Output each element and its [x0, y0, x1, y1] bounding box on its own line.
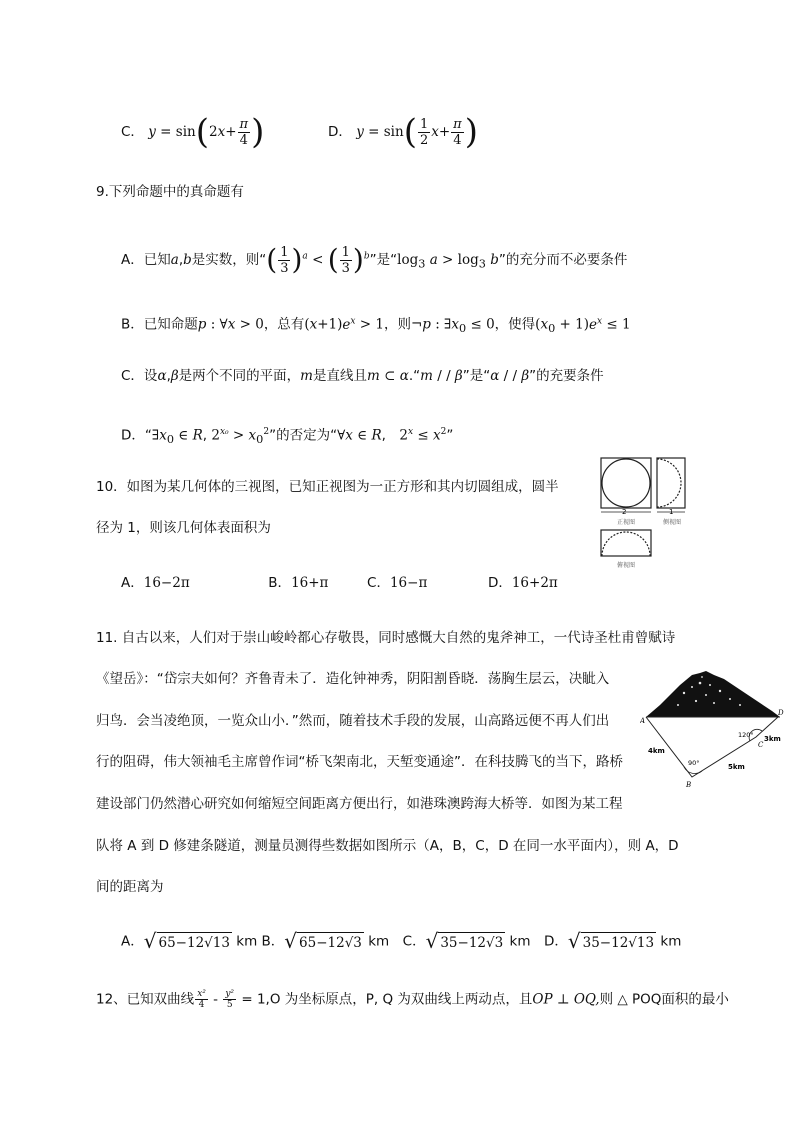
q11-line4: 行的阻碍，伟大领袖毛主席曾作词“桥飞架南北，天堑变通途”．在科技腾飞的当下，路桥: [96, 754, 623, 770]
q11-line7: 间的距离为: [96, 879, 164, 895]
q9-stem: 9.下列命题中的真命题有: [96, 184, 244, 200]
q10-option-a: A．16−2π: [121, 575, 190, 591]
side-view-arc: [657, 459, 681, 507]
q10-option-b: B．16+π: [268, 575, 329, 591]
mountain-tunnel-figure: [640, 665, 785, 795]
point-b-label: B: [686, 781, 692, 789]
q12-line: 12、已知双曲线 $\frac{\text{x²}}{4}$ - $\frac{\text{y²}}{5}$ = 1,O 为坐标原点，P, Q 为双曲线上两动点，且OP ⊥ OQ,则 △ POQ面积的最小: [96, 989, 729, 1010]
point-d-label: D: [778, 709, 784, 717]
angle-c-label: 120°: [738, 731, 754, 739]
point-c-label: C: [758, 741, 764, 749]
dim-1-label: 1: [669, 508, 674, 516]
point-a-label: A: [640, 717, 646, 725]
top-view-rect: [601, 530, 651, 556]
q8-option-c: C． y = sin(2x+ $\frac{\pi}{4}$ ): [121, 112, 265, 152]
q11-options: A． √ 65−12√13 km B． √ 65−12√3 km C． √ 35−12√3 km D． √ 35−12√13 km: [121, 929, 682, 953]
top-view-arc: [602, 532, 650, 556]
mountain-silhouette: [646, 671, 780, 717]
front-view-square: [601, 458, 651, 508]
q10-line1: 10．如图为某几何体的三视图，已知正视图为一正方形和其内切圆组成，圆半: [96, 479, 559, 495]
side-view-label: 侧视图: [663, 519, 682, 526]
dim-2-label: 2: [622, 508, 627, 516]
q11-line1: 11. 自古以来，人们对于崇山峻岭都心存敬畏，同时感慨大自然的鬼斧神工，一代诗圣杜甫曾赋诗: [96, 630, 676, 646]
q11-line2: 《望岳》：“岱宗夫如何？齐鲁青未了．造化钟神秀，阴阳割昏晓．荡胸生层云，决眦入: [96, 671, 610, 687]
top-view-label: 俯视图: [617, 562, 636, 569]
three-view-figure: [595, 452, 700, 570]
side-view-rect: [657, 458, 685, 508]
q10-options: [121, 573, 558, 593]
cd-length-label: 3km: [764, 735, 781, 743]
q9-option-c: C．设α,β是两个不同的平面，m是直线且m ⊂ α.“m / / β”是“α / / β”的充要条件: [121, 368, 604, 384]
q11-line5: 建设部门仍然潜心研究如何缩短空间距离方便出行，如港珠澳跨海大桥等．如图为某工程: [96, 796, 623, 812]
front-view-circle: [602, 459, 650, 507]
angle-b-label: 90°: [688, 759, 700, 767]
bc-length-label: 5km: [728, 763, 745, 771]
q8-option-d: D． y = sin( $\frac{1}{2}$ x+ $\frac{\pi}{4}$ ): [328, 112, 478, 152]
q11-line3: 归鸟．会当凌绝顶，一览众山小．”然而，随着技术手段的发展，山高路远便不再人们出: [96, 713, 610, 729]
q9-option-d: D．“$\exists x_0$ ∈ R, $2^{x_0} > x_0^2$”的否定为“∀x ∈ R, $2^x \le x^2$”: [121, 427, 454, 447]
front-view-label: 正视图: [617, 519, 636, 526]
q11-line6: 队将 A 到 D 修建条隧道，测量员测得些数据如图所示（A，B，C，D 在同一水平面内），则 A，D: [96, 838, 679, 854]
q10-option-d: D．16+2π: [487, 575, 558, 591]
q10-line2: 径为 1，则该几何体表面积为: [96, 520, 271, 536]
ab-length-label: 4km: [648, 747, 665, 755]
q10-option-c: C．16−π: [367, 575, 428, 591]
q9-option-a: A．已知a,b是实数，则“( $\frac{1}{3}$ )$^a$ < ( $\frac{1}{3}$ )$^b$”是“$\log_3$ $a > \log_3 b$”的充分而不必要条件: [121, 243, 628, 276]
q9-option-b: B．已知命题p : ∀x > 0，总有$(x+1)e^x > 1$，则¬p : $\exists x_0 \le 0$，使得$(x_0 + 1)e^x \le 1$: [121, 316, 631, 336]
